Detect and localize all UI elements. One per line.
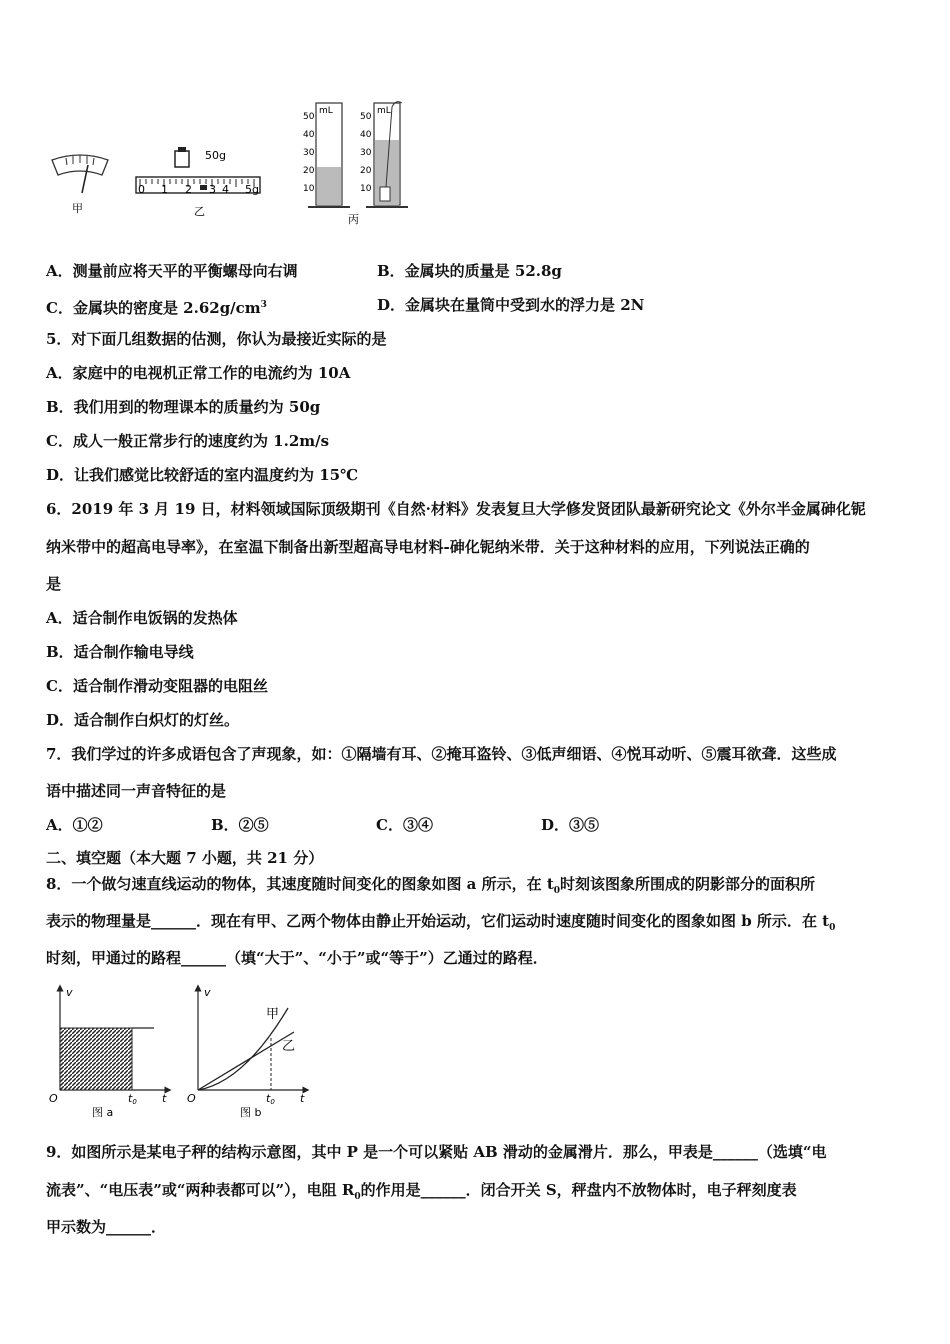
q9-line-3: 甲示数为______． bbox=[46, 1218, 167, 1236]
q6-option-b: B．适合制作输电导线 bbox=[46, 643, 194, 661]
graph-a-t0: t0 bbox=[128, 1092, 137, 1106]
cyl-unit-right: mL bbox=[377, 106, 391, 116]
q5-option-b: B．我们用到的物理课本的质量约为 50g bbox=[46, 398, 321, 416]
ruler-tick-5: 5g bbox=[245, 183, 259, 196]
q6-line-2: 纳米带中的超高电导率》，在室温下制备出新型超高导电材料-砷化铌纳米带．关于这种材料的应用，下列说法正确的 bbox=[46, 538, 810, 556]
top-figure bbox=[40, 95, 440, 230]
ruler-tick-2: 2 bbox=[185, 183, 192, 196]
graph-a-v-label: v bbox=[66, 986, 73, 999]
q6-option-c: C．适合制作滑动变阻器的电阻丝 bbox=[46, 677, 268, 695]
q7-option-c: C．③④ bbox=[376, 816, 433, 834]
cyl-unit-left: mL bbox=[319, 106, 333, 116]
q5-option-a: A．家庭中的电视机正常工作的电流约为 10A bbox=[46, 364, 351, 382]
section-heading: 二、填空题（本大题 7 小题，共 21 分） bbox=[46, 849, 324, 867]
graph-b-jia-label: 甲 bbox=[266, 1007, 280, 1022]
q4-option-b: B．金属块的质量是 52.8g bbox=[377, 262, 562, 280]
graph-b-t-label: t bbox=[300, 1092, 305, 1105]
ruler-tick-3: 3 bbox=[209, 183, 216, 196]
weight-label: 50g bbox=[205, 149, 226, 162]
cyl-left-tick-30: 30 bbox=[303, 148, 315, 158]
graph-b-caption: 图 b bbox=[240, 1106, 262, 1119]
q4-option-c: C．金属块的密度是 $2.62g/cm^3$ bbox=[46, 299, 267, 317]
q8-graphs bbox=[44, 982, 324, 1122]
cyl-right-tick-50: 50 bbox=[360, 112, 372, 122]
cyl-left-tick-10: 10 bbox=[303, 184, 315, 194]
cyl-right-tick-10: 10 bbox=[360, 184, 372, 194]
graph-a-origin: O bbox=[49, 1092, 58, 1105]
q7-option-a: A．①② bbox=[46, 816, 103, 834]
q6-line-3: 是 bbox=[46, 575, 62, 593]
q5-stem: 5．对下面几组数据的估测，你认为最接近实际的是 bbox=[46, 330, 387, 348]
cyl-right-tick-30: 30 bbox=[360, 148, 372, 158]
q9-line-1: 9．如图所示是某电子秤的结构示意图，其中 P 是一个可以紧贴 AB 滑动的金属滑片．那么，甲表是______（选填“电 bbox=[46, 1143, 827, 1161]
q6-line-1: 6．2019 年 3 月 19 日，材料领域国际顶级期刊《自然·材料》发表复旦大学修发贤团队最新研究论文《外尔半金属砷化铌 bbox=[46, 500, 866, 518]
q8-line-2: 表示的物理量是______．现在有甲、乙两个物体由静止开始运动，它们运动时速度随时间变化的图象如图 b 所示．在 $t_0$ bbox=[46, 912, 836, 933]
label-bing: 丙 bbox=[348, 213, 359, 226]
cyl-right-tick-20: 20 bbox=[360, 166, 372, 176]
q4-option-a: A．测量前应将天平的平衡螺母向右调 bbox=[46, 262, 298, 280]
q7-option-b: B．②⑤ bbox=[211, 816, 269, 834]
graph-a-caption: 图 a bbox=[92, 1106, 114, 1119]
q4-option-d: D．金属块在量筒中受到水的浮力是 2N bbox=[377, 296, 645, 314]
q9-line-2: 流表”、“电压表”或“两种表都可以”），电阻 $R_0$的作用是______．闭合开关 S，秤盘内不放物体时，电子秤刻度表 bbox=[46, 1181, 797, 1202]
graph-b-origin: O bbox=[187, 1092, 196, 1105]
graph-b-yi-label: 乙 bbox=[282, 1039, 296, 1054]
q5-option-d: D．让我们感觉比较舒适的室内温度约为 15℃ bbox=[46, 466, 359, 484]
q7-line-1: 7．我们学过的许多成语包含了声现象，如：①隔墙有耳、②掩耳盗铃、③低声细语、④悦耳动听、⑤震耳欲聋．这些成 bbox=[46, 745, 837, 763]
cyl-left-tick-50: 50 bbox=[303, 112, 315, 122]
cyl-left-tick-20: 20 bbox=[303, 166, 315, 176]
ruler-tick-0: 0 bbox=[138, 183, 145, 196]
graph-b-t0: t0 bbox=[266, 1092, 275, 1106]
ruler-tick-1: 1 bbox=[161, 183, 168, 196]
cyl-right-tick-40: 40 bbox=[360, 130, 372, 140]
label-jia: 甲 bbox=[72, 202, 83, 215]
balance-dial bbox=[52, 155, 108, 193]
cylinder-right bbox=[366, 102, 408, 207]
q6-option-d: D．适合制作白炽灯的灯丝。 bbox=[46, 711, 240, 729]
q8-line-1: 8．一个做匀速直线运动的物体，其速度随时间变化的图象如图 a 所示，在 $t_0$时刻该图象所围成的阴影部分的面积所 bbox=[46, 875, 816, 896]
cyl-left-tick-40: 40 bbox=[303, 130, 315, 140]
ruler-tick-4: 4 bbox=[222, 183, 229, 196]
label-yi: 乙 bbox=[194, 205, 205, 218]
weight-icon bbox=[175, 147, 189, 167]
q6-option-a: A．适合制作电饭锅的发热体 bbox=[46, 609, 238, 627]
q7-line-2: 语中描述同一声音特征的是 bbox=[46, 782, 227, 800]
q5-option-c: C．成人一般正常步行的速度约为 1.2m/s bbox=[46, 432, 330, 450]
ruler bbox=[136, 177, 260, 193]
graph-a bbox=[60, 988, 168, 1090]
graph-a-t-label: t bbox=[162, 1092, 167, 1105]
q8-line-3: 时刻，甲通过的路程______（填“大于”、“小于”或“等于”）乙通过的路程． bbox=[46, 949, 548, 967]
graph-b-v-label: v bbox=[204, 986, 211, 999]
q7-option-d: D．③⑤ bbox=[541, 816, 600, 834]
